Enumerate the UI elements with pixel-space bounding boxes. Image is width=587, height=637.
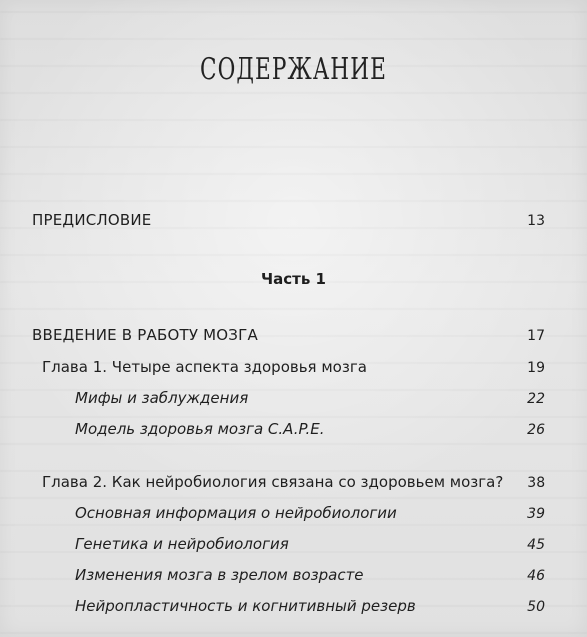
toc-entry-brain-changes	[75, 564, 545, 586]
toc-entry-page: 39	[527, 506, 545, 522]
toc-entry-neuro-basics	[75, 502, 545, 524]
dot-leader	[373, 368, 521, 369]
toc-entry-cape-model	[75, 418, 545, 440]
toc-entry-label: Основная информация о нейробиологии	[75, 504, 397, 522]
toc-entry-page: 46	[527, 568, 545, 584]
toc-entry-label: Генетика и нейробиология	[75, 535, 289, 553]
toc-entry-chapter-1	[42, 356, 545, 378]
dot-leader	[370, 576, 522, 577]
toc-entry-label: Глава 1. Четыре аспекта здоровья мозга	[42, 358, 367, 376]
part-heading: Часть 1	[261, 270, 326, 288]
dot-leader	[403, 514, 521, 515]
toc-entry-page: 19	[527, 360, 545, 376]
toc-entry-label: Нейропластичность и когнитивный резерв	[75, 597, 416, 615]
toc-entry-label: ВВЕДЕНИЕ В РАБОТУ МОЗГА	[32, 326, 258, 344]
page-title: СОДЕРЖАНИЕ	[200, 52, 387, 87]
dot-leader	[264, 336, 521, 337]
toc-entry-label: Глава 2. Как нейробиология связана со здоровьем мозга?	[42, 473, 504, 491]
dot-leader	[295, 545, 521, 546]
dot-leader	[509, 483, 521, 484]
toc-entry-page: 38	[527, 475, 546, 491]
toc-entry-preface	[32, 209, 545, 231]
toc-entry-page: 50	[527, 599, 545, 615]
toc-entry-neuroplasticity	[75, 595, 545, 617]
toc-entry-label: ПРЕДИСЛОВИЕ	[32, 211, 152, 229]
toc-entry-page: 45	[527, 537, 545, 553]
toc-entry-label: Мифы и заблуждения	[75, 389, 249, 407]
toc-entry-page: 22	[527, 391, 545, 407]
toc-entry-label: Модель здоровья мозга C.A.P.E.	[75, 420, 325, 438]
toc-entry-page: 26	[527, 422, 545, 438]
toc-entry-page: 13	[527, 213, 545, 229]
dot-leader	[254, 399, 521, 400]
toc-entry-myths	[75, 387, 545, 409]
toc-entry-chapter-2	[42, 471, 545, 493]
toc-entry-label: Изменения мозга в зрелом возрасте	[75, 566, 364, 584]
dot-leader	[330, 430, 521, 431]
dot-leader	[422, 607, 521, 608]
dot-leader	[158, 221, 522, 222]
toc-entry-intro	[32, 324, 545, 346]
toc-entry-page: 17	[527, 328, 545, 344]
toc-entry-genetics	[75, 533, 545, 555]
